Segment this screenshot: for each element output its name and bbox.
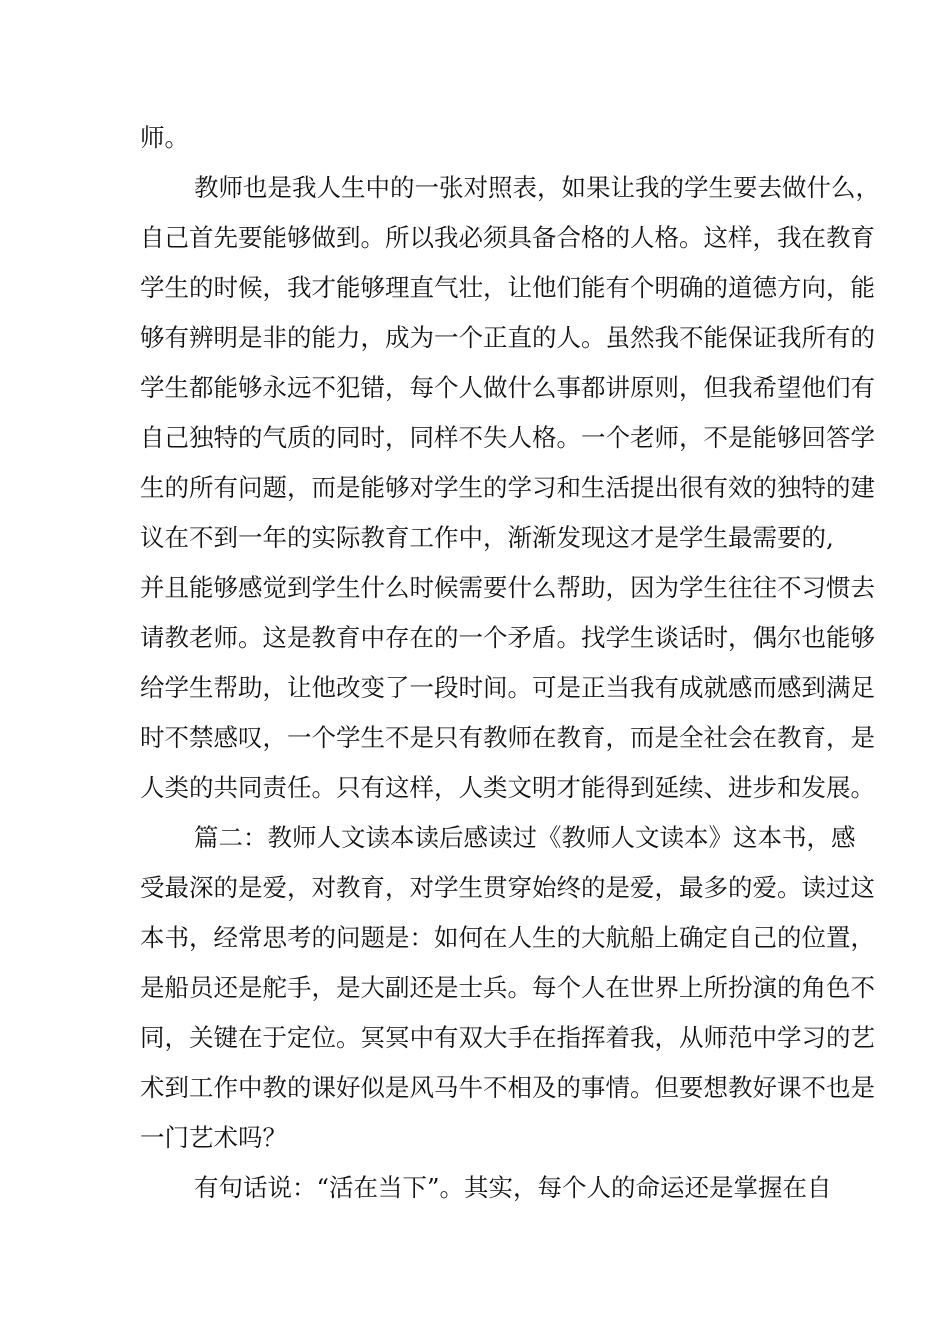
text-line: 自己独特的气质的同时，同样不失人格。一个老师，不是能够回答学 xyxy=(140,423,875,452)
text-line: 学生都能够永远不犯错，每个人做什么事都讲原则，但我希望他们有 xyxy=(140,373,875,402)
text-line: 自己首先要能够做到。所以我必须具备合格的人格。这样，我在教育 xyxy=(140,223,875,252)
text-line: 一门艺术吗？ xyxy=(140,1123,287,1152)
text-line: 人类的共同责任。只有这样，人类文明才能得到延续、进步和发展。 xyxy=(140,773,875,802)
text-line: 请教老师。这是教育中存在的一个矛盾。找学生谈话时，偶尔也能够 xyxy=(140,623,875,652)
text-line: 本书，经常思考的问题是：如何在人生的大航船上确定自己的位置， xyxy=(140,923,875,952)
text-line: 学生的时候，我才能够理直气壮，让他们能有个明确的道德方向，能 xyxy=(140,273,875,302)
text-line: 生的所有问题，而是能够对学生的学习和生活提出很有效的独特的建 xyxy=(140,473,875,502)
text-line: 受最深的是爱，对教育，对学生贯穿始终的是爱，最多的爱。读过这 xyxy=(140,873,875,902)
text-line: 是船员还是舵手，是大副还是士兵。每个人在世界上所扮演的角色不 xyxy=(140,973,875,1002)
text-line: 同，关键在于定位。冥冥中有双大手在指挥着我，从师范中学习的艺 xyxy=(140,1023,875,1052)
text-line: 给学生帮助，让他改变了一段时间。可是正当我有成就感而感到满足 xyxy=(140,673,875,702)
paragraph-first-line: 篇二：教师人文读本读后感读过《教师人文读本》这本书，感 xyxy=(194,823,856,852)
text-line: 术到工作中教的课好似是风马牛不相及的事情。但要想教好课不也是 xyxy=(140,1073,875,1102)
text-line: 够有辨明是非的能力，成为一个正直的人。虽然我不能保证我所有的 xyxy=(140,323,875,352)
text-line: 并且能够感觉到学生什么时候需要什么帮助，因为学生往往不习惯去 xyxy=(140,573,875,602)
text-line: 时不禁感叹，一个学生不是只有教师在教育，而是全社会在教育，是 xyxy=(140,723,875,752)
text-line: 师。 xyxy=(140,123,189,152)
paragraph-first-line: 教师也是我人生中的一张对照表，如果让我的学生要去做什么， xyxy=(194,173,880,202)
paragraph-first-line: 有句话说：“活在当下”。其实，每个人的命运还是掌握在自 xyxy=(194,1173,832,1202)
text-line: 议在不到一年的实际教育工作中，渐渐发现这才是学生最需要的, xyxy=(140,523,834,552)
